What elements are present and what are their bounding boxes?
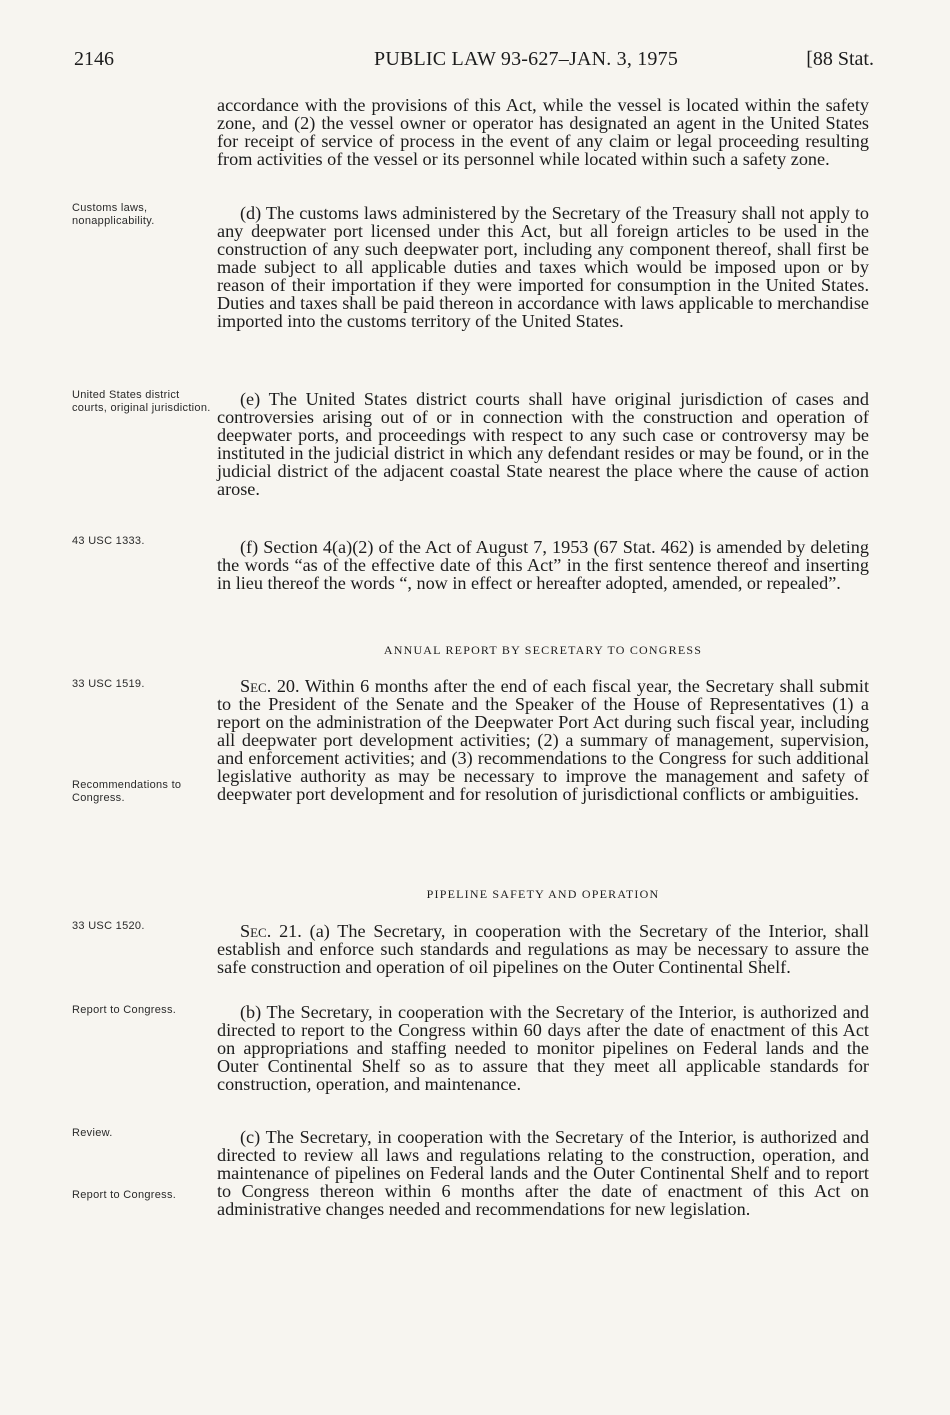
margin-note-customs: Customs laws, nonapplicability. <box>72 202 155 227</box>
paragraph-d: (d) The customs laws administered by the Secretary of the Treasury shall not apply to any deepwater port licensed under this Act, but all foreign articles to be used in the construction of any such deepwater port, including any component thereof, shall first be made subject to all applicable duties and taxes which would be imposed upon or by reason of their importation if they were imported for consumption in the United States. Duties and taxes shall be paid thereon in accordance with laws applicable to merchandise imported into the customs territory of the United States. <box>217 203 869 331</box>
section-20 <box>217 677 869 803</box>
paragraph-e: (e) The United States district courts shall have original jurisdiction of cases and controversies arising out of or in connection with the construction and operation of deepwater ports, and proceedings with respect to any such case or controversy may be instituted in the judicial district in which any defendant resides or may be found, or in the judicial district of the adjacent coastal State nearest the place where the cause of action arose. <box>217 389 869 499</box>
section-21-a <box>217 922 869 976</box>
section-21-a-text: (a) The Secretary, in cooperation with the Secretary of the Interior, shall establish and enforce such standards and regulations as may be necessary to assure the safe construction and operation of oil pipelines on the Outer Continental Shelf. <box>217 921 870 977</box>
margin-note-33usc1520: 33 USC 1520. <box>72 920 145 932</box>
section-heading-pipeline-safety: PIPELINE SAFETY AND OPERATION <box>426 887 660 901</box>
section-20-label: Sec. 20. <box>240 676 300 696</box>
page-header <box>74 48 874 78</box>
paragraph-c: (c) The Secretary, in cooperation with the Secretary of the Interior, is authorized and directed to review all laws and regulations relating to the construction, operation, and maintenance of pipelines on Federal lands and the Outer Continental Shelf and to report to Congress thereon within 6 months after the date of enactment of this Act on administrative changes needed and recommendations for new legislation. <box>217 1127 869 1219</box>
page-title: PUBLIC LAW 93-627–JAN. 3, 1975 <box>374 48 679 70</box>
paragraph-continuation: accordance with the provisions of this Act, while the vessel is located within the safety zone, and (2) the vessel owner or operator has designated an agent in the United States for receipt of service of process in the event of any claim or legal proceeding resulting from activities of the vessel or its personnel while located within such a safety zone. <box>217 95 869 169</box>
margin-note-recommendations: Recommendations to Congress. <box>72 779 182 804</box>
section-20-text: Within 6 months after the end of each fiscal year, the Secretary shall submit to the President of the Senate and the Speaker of the House of Representatives (1) a report on the administration of the Deepwater Port Act during such fiscal year, including all deepwater port development activities; (2) a summary of management, supervision, and enforcement activities; and (3) recommendations to the Congress for such additional legislative authority as may be necessary to improve the management and safety of deepwater port development and for resolution of jurisdictional conflicts or ambiguities. <box>217 676 869 804</box>
margin-note-43usc1333: 43 USC 1333. <box>72 535 145 547</box>
page-number: 2146 <box>74 48 114 70</box>
margin-note-district-courts: United States district courts, original jurisdiction. <box>72 389 211 414</box>
paragraph-f: (f) Section 4(a)(2) of the Act of August 7, 1953 (67 Stat. 462) is amended by deleting the words “as of the effective date of this Act” in the first sentence thereof and inserting in lieu thereof the words “, now in effect or hereafter adopted, amended, or repealed”. <box>217 537 869 593</box>
margin-note-report-1: Report to Congress. <box>72 1004 177 1016</box>
section-heading-annual-report: ANNUAL REPORT BY SECRETARY TO CONGRESS <box>383 643 703 657</box>
margin-note-33usc1519: 33 USC 1519. <box>72 678 145 690</box>
statute-reference: [88 Stat. <box>806 48 874 70</box>
section-21-label: Sec. 21. <box>240 921 302 941</box>
margin-note-review: Review. <box>72 1127 113 1139</box>
margin-note-report-2: Report to Congress. <box>72 1189 177 1201</box>
paragraph-b: (b) The Secretary, in cooperation with the Secretary of the Interior, is authorized and directed to report to the Congress within 60 days after the date of enactment of this Act on appropriations and staffing needed to monitor pipelines on Federal lands and the Outer Continental Shelf so as to assure that they meet all applicable standards for construction, operation, and maintenance. <box>217 1002 869 1094</box>
